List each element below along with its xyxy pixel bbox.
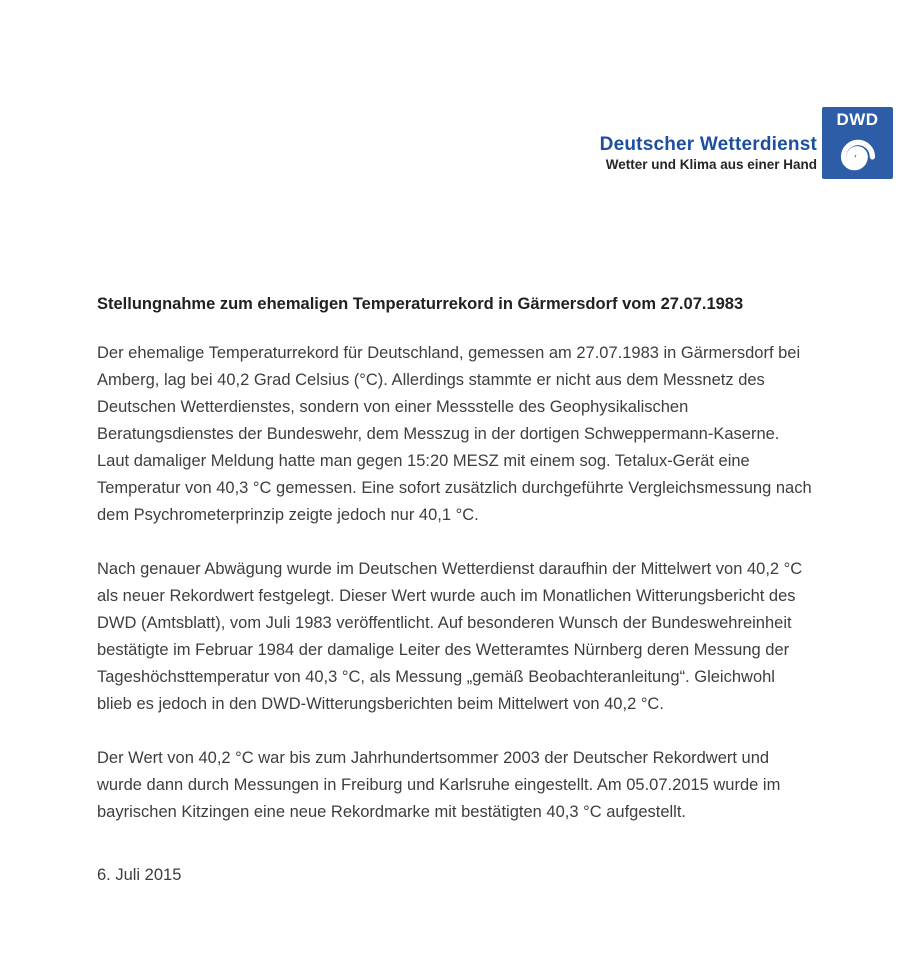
- brand-name: Deutscher Wetterdienst: [599, 133, 817, 155]
- dwd-logo-text: [600, 134, 817, 179]
- dwd-logo: [600, 107, 893, 179]
- brand-tagline: Wetter und Klima aus einer Hand: [605, 156, 817, 172]
- dwd-badge-label: DWD: [836, 110, 879, 129]
- paragraph-record-origin: Der ehemalige Temperaturrekord für Deutschland, gemessen am 27.07.1983 in Gärmersdorf bei Amberg, lag bei 40,2 Grad Celsius (°C). Allerdings stammte er nicht aus dem Messnetz des Deutschen Wetterdienstes, sondern von einer Messstelle des Geophysikalischen Beratungsdienstes der Bundeswehr, dem Messzug in der dortigen Schweppermann-Kaserne. Laut damaliger Meldung hatte man gegen 15:20 MESZ mit einem sog. Tetalux-Gerät eine Temperatur von 40,3 °C gemessen. Eine sofort zusätzlich durchgeführte Vergleichsmessung nach dem Psychrometerprinzip zeigte jedoch nur 40,1 °C.: [97, 344, 812, 524]
- paragraph-mittelwert-decision: Nach genauer Abwägung wurde im Deutschen Wetterdienst daraufhin der Mittelwert von 40,2 °C als neuer Rekordwert festgelegt. Dieser Wert wurde auch im Monatlichen Witterungsbericht des DWD (Amtsblatt), vom Juli 1983 veröffentlicht. Auf besonderen Wunsch der Bundeswehreinheit bestätigte im Februar 1984 der damalige Leiter des Wetteramtes Nürnberg deren Messung der Tageshöchsttemperatur von 40,3 °C, als Messung „gemäß Beobachteranleitung“. Gleichwohl blieb es jedoch in den DWD-Witterungsberichten beim Mittelwert von 40,2 °C.: [97, 560, 803, 713]
- spiral-icon: [830, 129, 886, 177]
- document-title: Stellungnahme zum ehemaligen Temperaturrekord in Gärmersdorf vom 27.07.1983: [97, 295, 744, 313]
- document-date: 6. Juli 2015: [97, 866, 182, 884]
- paragraph-record-history: Der Wert von 40,2 °C war bis zum Jahrhundertsommer 2003 der Deutscher Rekordwert und wurde dann durch Messungen in Freiburg und Karlsruhe eingestellt. Am 05.07.2015 wurde im bayrischen Kitzingen eine neue Rekordmarke mit bestätigten 40,3 °C aufgestellt.: [97, 749, 781, 821]
- dwd-badge: [822, 107, 893, 179]
